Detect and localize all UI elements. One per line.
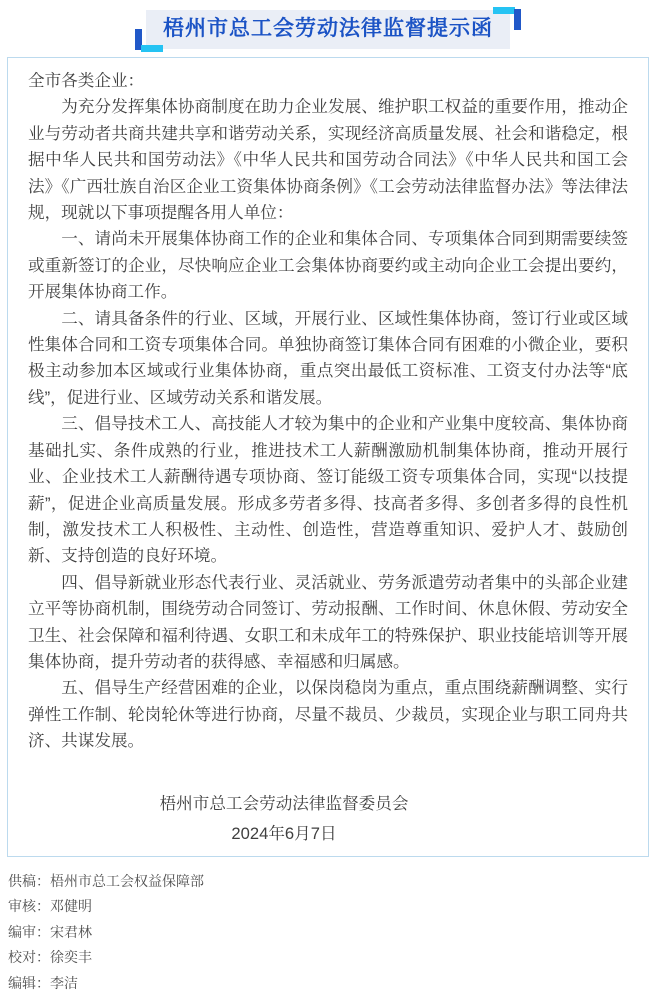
page-title: 梧州市总工会劳动法律监督提示函 (163, 17, 493, 40)
credit-editor (8, 971, 648, 992)
credit-value: 李洁 (50, 974, 78, 991)
credit-label: 编辑： (8, 974, 50, 991)
credit-reviewer (8, 894, 648, 920)
signature-organization: 梧州市总工会劳动法律监督委员会 (159, 793, 409, 813)
credit-label: 编审： (8, 923, 50, 940)
credit-label: 校对： (8, 949, 50, 966)
paragraph-item-4: 四、倡导新就业形态代表行业、灵活就业、劳务派遣劳动者集中的头部企业建立平等协商机制，围绕劳动合同签订、劳动报酬、工作时间、休息休假、劳动安全卫生、社会保障和福利待遇、女职工和未成年工的特殊保护、职业技能培训等开展集体协商，提升劳动者的获得感、幸福感和归属感。 (28, 572, 628, 671)
signature-date: 2024年6月7日 (231, 823, 337, 843)
signature-block (28, 789, 540, 849)
credits-footer (8, 869, 648, 992)
corner-accent-cyan-bottom-left-icon (141, 45, 163, 52)
credit-value: 梧州市总工会权益保障部 (50, 872, 204, 889)
credit-label: 供稿： (8, 872, 50, 889)
credit-label: 审核： (8, 898, 50, 915)
credit-editor-in-chief (8, 920, 648, 946)
title-box (146, 10, 510, 49)
salutation: 全市各类企业： (28, 71, 145, 90)
credit-value: 邓健明 (50, 898, 92, 915)
corner-accent-cyan-top-right-icon (493, 7, 515, 14)
credit-value: 宋君林 (50, 923, 92, 940)
credit-proofreader (8, 945, 648, 971)
title-banner (0, 0, 656, 49)
letter-body (7, 57, 649, 857)
corner-accent-blue-top-right-icon (514, 9, 521, 30)
credit-contributor (8, 869, 648, 895)
paragraph-item-1: 一、请尚未开展集体协商工作的企业和集体合同、专项集体合同到期需要续签或重新签订的企业，尽快响应企业工会集体协商要约或主动向企业工会提出要约，开展集体协商工作。 (28, 229, 628, 302)
credit-value: 徐奕丰 (50, 949, 92, 966)
paragraph-item-3: 三、倡导技术工人、高技能人才较为集中的企业和产业集中度较高、集体协商基础扎实、条件成熟的行业，推进技术工人薪酬激励机制集体协商，推动开展行业、企业技术工人薪酬待遇专项协商、签订能级工资专项集体合同，实现“以技提薪”，促进企业高质量发展。形成多劳者多得、技高者多得、多创者多得的良性机制，激发技术工人积极性、主动性、创造性，营造尊重知识、爱护人才、鼓励创新、支持创造的良好环境。 (28, 414, 628, 566)
paragraph-item-2: 二、请具备条件的行业、区域，开展行业、区域性集体协商，签订行业或区域性集体合同和工资专项集体合同。单独协商签订集体合同有困难的小微企业，要积极主动参加本区域或行业集体协商，重点突出最低工资标准、工资支付办法等“底线”，促进行业、区域劳动关系和谐发展。 (28, 308, 628, 407)
intro-paragraph: 为充分发挥集体协商制度在助力企业发展、维护职工权益的重要作用，推动企业与劳动者共商共建共享和谐劳动关系，实现经济高质量发展、社会和谐稳定，根据中华人民共和国劳动法》《中华人民共和国劳动合同法》《中华人民共和国工会法》《广西壮族自治区企业工资集体协商条例》《工会劳动法律监督办法》等法律法规，现就以下事项提醒各用人单位： (28, 97, 628, 223)
paragraph-item-5: 五、倡导生产经营困难的企业，以保岗稳岗为重点，重点围绕薪酬调整、实行弹性工作制、轮岗轮休等进行协商，尽量不裁员、少裁员，实现企业与职工同舟共济、共谋发展。 (28, 678, 628, 751)
